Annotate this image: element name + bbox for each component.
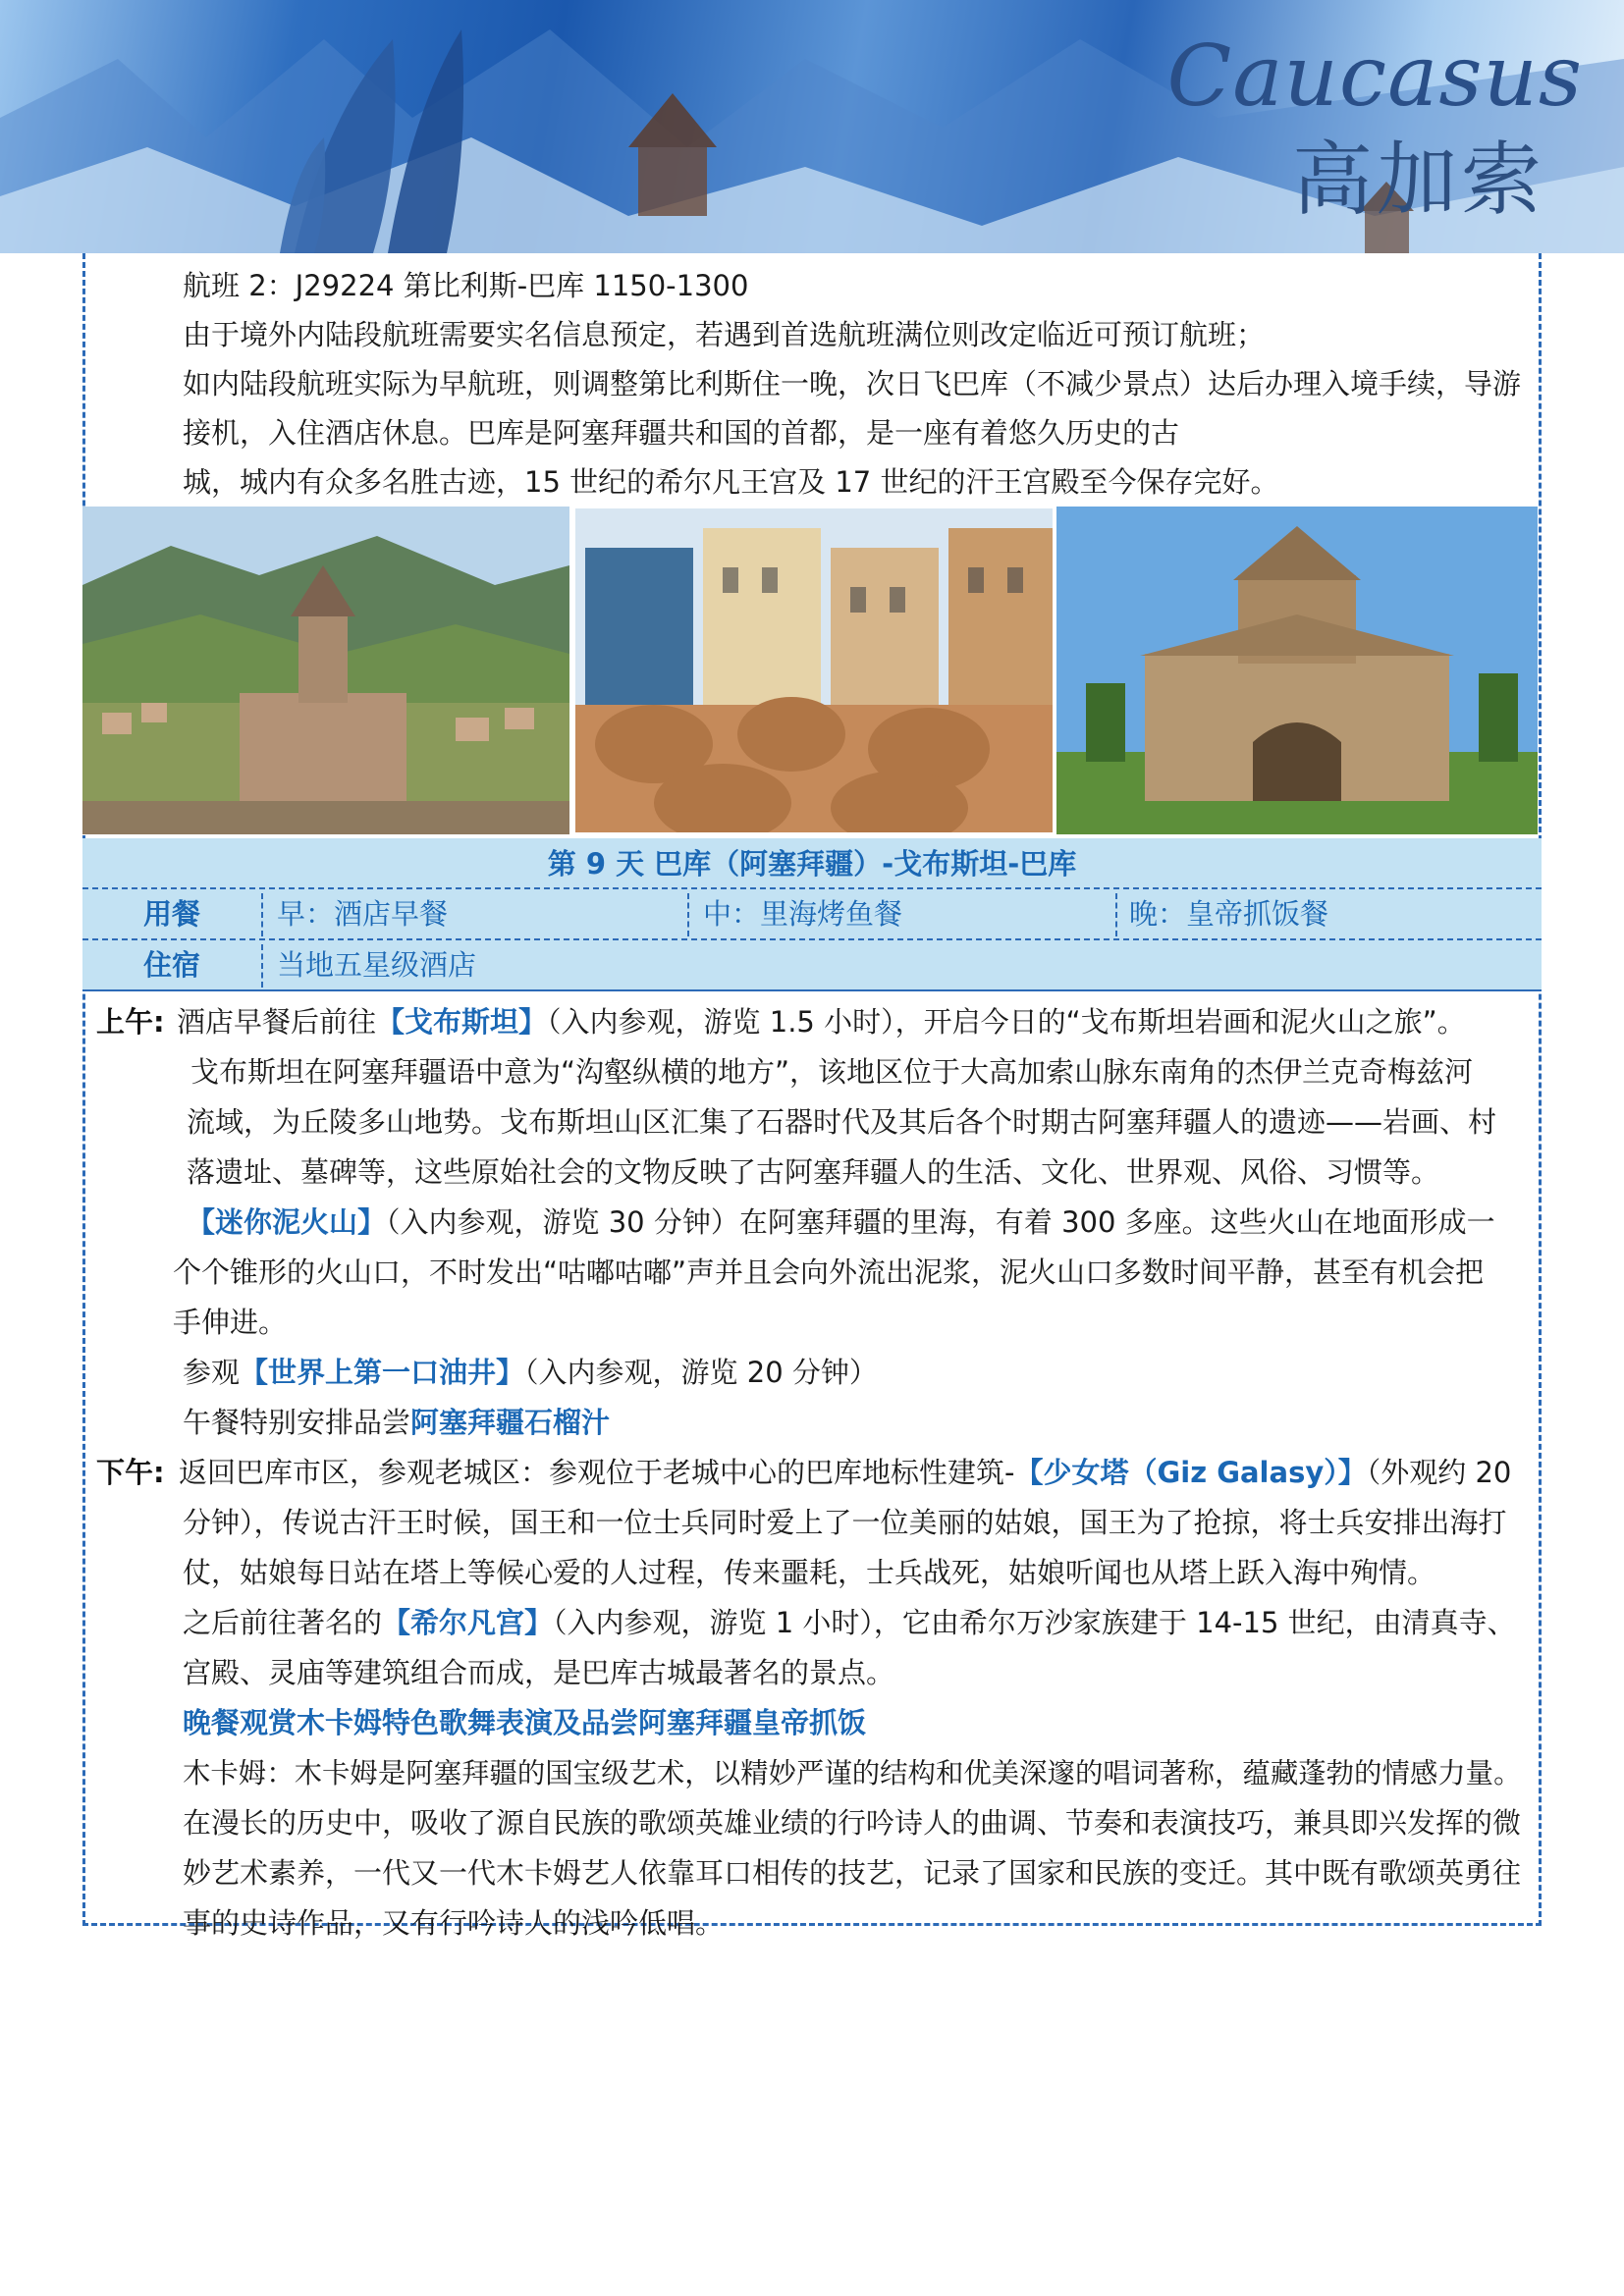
- note-line: 城，城内有众多名胜古迹，15 世纪的希尔凡王宫及 17 世纪的汗王宫殿至今保存完好。: [183, 465, 1279, 499]
- photo-stone-cathedral: [1056, 507, 1538, 834]
- afternoon-line-3: 仗，姑娘每日站在塔上等候心爱的人过程，传来噩耗，士兵战死，姑娘听闻也从塔上跃入海中殉情。: [183, 1556, 1436, 1589]
- morning-label: 上午:: [96, 1005, 165, 1039]
- cell-divider: [1115, 893, 1117, 936]
- attraction-oil-well: 【世界上第一口油井】: [240, 1356, 525, 1389]
- morning-line-4: 落遗址、墓碑等，这些原始社会的文物反映了古阿塞拜疆人的生活、文化、世界观、风俗、习惯等。: [187, 1155, 1440, 1189]
- meals-label: 用餐: [142, 897, 200, 931]
- afternoon-line-9: 妙艺术素养，一代又一代木卡姆艺人依靠耳口相传的技艺，记录了国家和民族的变迁。其中既有歌颂英勇往: [183, 1856, 1522, 1890]
- afternoon-line-10: 事的史诗作品，又有行吟诗人的浅吟低唱。: [183, 1906, 725, 1940]
- photo-cathedral-valley: [82, 507, 569, 834]
- afternoon-label: 下午:: [96, 1456, 165, 1489]
- photo-tbilisi-baths: [573, 507, 1055, 834]
- morning-line-9: 午餐特别安排品尝阿塞拜疆石榴汁: [183, 1406, 611, 1439]
- morning-line-7: 手伸进。: [173, 1306, 288, 1339]
- note-line: 接机，入住酒店休息。巴库是阿塞拜疆共和国的首都，是一座有着悠久历史的古: [183, 416, 1180, 450]
- morning-line-2: 戈布斯坦在阿塞拜疆语中意为“沟壑纵横的地方”，该地区位于大高加索山脉东南角的杰伊兰克奇梅兹河: [190, 1055, 1474, 1089]
- cell-divider: [261, 944, 263, 988]
- morning-line-1: 酒店早餐后前往【戈布斯坦】（入内参观，游览 1.5 小时），开启今日的“戈布斯坦岩画和泥火山之旅”。: [177, 1005, 1466, 1039]
- cell-divider: [687, 893, 689, 936]
- meals-row: [82, 889, 1542, 940]
- cell-divider: [261, 893, 263, 936]
- afternoon-line-7: 木卡姆：木卡姆是阿塞拜疆的国宝级艺术，以精妙严谨的结构和优美深邃的唱词著称，蕴藏蓬勃的情感力量。: [183, 1757, 1522, 1789]
- lunch-highlight: 阿塞拜疆石榴汁: [410, 1406, 611, 1439]
- afternoon-line-8: 在漫长的历史中，吸收了源自民族的歌颂英雄业绩的行吟诗人的曲调、节奏和表演技巧，兼具即兴发挥的微: [183, 1806, 1522, 1840]
- lunch-cell: 中：里海烤鱼餐: [703, 897, 903, 931]
- flight-line: 航班 2：J29224 第比利斯-巴库 1150-1300: [183, 269, 749, 302]
- afternoon-line-2: 分钟），传说古汗王时候，国王和一位士兵同时爱上了一位美丽的姑娘，国王为了抢掠，将士兵安排出海打: [183, 1506, 1507, 1539]
- note-line: 由于境外内陆段航班需要实名信息预定，若遇到首选航班满位则改定临近可预订航班；: [183, 318, 1266, 351]
- afternoon-line-1: 返回巴库市区，参观老城区：参观位于老城中心的巴库地标性建筑-【少女塔（Giz Galasy）】（外观约 20: [179, 1456, 1512, 1489]
- morning-line-6: 个个锥形的火山口，不时发出“咕嘟咕嘟”声并且会向外流出泥浆，泥火山口多数时间平静，甚至有机会把: [173, 1255, 1485, 1289]
- accommodation-row: [82, 940, 1542, 991]
- flight-info-block: [183, 261, 1521, 507]
- attraction-maiden-tower: 【少女塔（Giz Galasy）】: [1014, 1456, 1367, 1489]
- day-title: 第 9 天 巴库（阿塞拜疆）-戈布斯坦-巴库: [82, 838, 1542, 889]
- attraction-shirvan-palace: 【希尔凡宫】: [382, 1606, 554, 1639]
- dinner-cell: 晚：皇帝抓饭餐: [1129, 897, 1329, 931]
- morning-line-8: 参观【世界上第一口油井】（入内参观，游览 20 分钟）: [183, 1356, 878, 1389]
- dinner-highlight: 晚餐观赏木卡姆特色歌舞表演及品尝阿塞拜疆皇帝抓饭: [183, 1706, 867, 1739]
- morning-line-5: 【迷你泥火山】（入内参观，游览 30 分钟）在阿塞拜疆的里海，有着 300 多座。这些火山在地面形成一: [187, 1205, 1495, 1239]
- afternoon-line-4: 之后前往著名的【希尔凡宫】（入内参观，游览 1 小时），它由希尔万沙家族建于 14-15 世纪，由清真寺、: [183, 1606, 1516, 1639]
- attraction-mud-volcano: 【迷你泥火山】: [187, 1205, 387, 1239]
- stay-label: 住宿: [142, 948, 200, 982]
- breakfast-cell: 早：酒店早餐: [277, 897, 449, 931]
- morning-line-3: 流域，为丘陵多山地势。戈布斯坦山区汇集了石器时代及其后各个时期古阿塞拜疆人的遗迹——岩画、村: [187, 1105, 1497, 1139]
- afternoon-line-5: 宫殿、灵庙等建筑组合而成，是巴库古城最著名的景点。: [183, 1656, 895, 1689]
- attraction-gobustan: 【戈布斯坦】: [376, 1005, 548, 1039]
- header-banner: [0, 0, 1624, 253]
- brand-chinese: 高加索: [1291, 133, 1545, 227]
- brand-english: Caucasus: [1166, 27, 1583, 126]
- hotel-cell: 当地五星级酒店: [277, 948, 477, 982]
- note-line: 如内陆段航班实际为早航班，则调整第比利斯住一晚，次日飞巴库（不减少景点）达后办理入境手续，导游: [183, 367, 1522, 400]
